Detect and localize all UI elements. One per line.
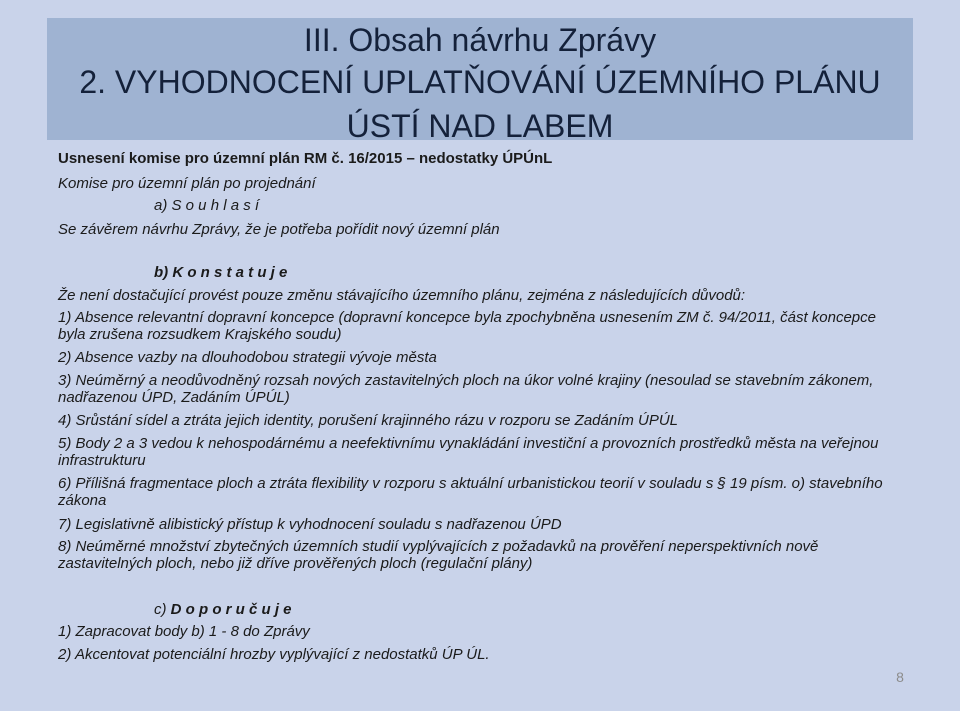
page-number: 8 (896, 669, 904, 685)
section-c-prefix: c) (154, 601, 167, 618)
slide-title-line-2: 2. VYHODNOCENÍ UPLATŇOVÁNÍ ÚZEMNÍHO PLÁNU (79, 64, 881, 100)
section-a-heading: a) S o u h l a s í (154, 197, 260, 214)
commission-text: Komise pro územní plán po projednání (58, 175, 316, 192)
recommendation-item-1: 1) Zapracovat body b) 1 - 8 do Zprávy (58, 623, 310, 640)
slide-title-line-3: ÚSTÍ NAD LABEM (346, 108, 614, 144)
section-b-heading: b) K o n s t a t u j e (154, 264, 288, 281)
reason-item-2: 2) Absence vazby na dlouhodobou strategii vývoje města (58, 349, 437, 366)
title-band (47, 18, 913, 144)
section-c-word: D o p o r u č u j e (170, 601, 292, 618)
slide-title-line-1: III. Obsah návrhu Zprávy (303, 22, 657, 58)
resolution-heading: Usnesení komise pro územní plán RM č. 16/2015 – nedostatky ÚPÚnL (58, 150, 553, 167)
section-b-intro: Že není dostačující provést pouze změnu stávajícího územního plánu, zejména z následujících důvodů: (58, 287, 746, 304)
section-a-text: Se závěrem návrhu Zprávy, že je potřeba pořídit nový územní plán (58, 221, 500, 238)
recommendation-item-2: 2) Akcentovat potenciální hrozby vyplývající z nedostatků ÚP ÚL. (58, 646, 490, 663)
reason-item-7: 7) Legislativně alibistický přístup k vyhodnocení souladu s nadřazenou ÚPD (58, 516, 562, 533)
reason-item-5: 5) Body 2 a 3 vedou k nehospodárnému a neefektivnímu vynakládání investiční a provozních prostředků města na veřejnou infrastrukturu (58, 435, 879, 469)
reason-item-8: 8) Neúměrné množství zbytečných územních studií vyplývajících z požadavků na prověření neperspektivních nově zastavitelných ploch, nebo již dříve prověřených ploch (regulační plány) (58, 538, 819, 572)
section-c-heading (154, 601, 292, 618)
reason-item-1: 1) Absence relevantní dopravní koncepce (dopravní koncepce byla zpochybněna usnesením ZM č. 94/2011, část koncepce byla zrušena rozsudkem Krajského soudu) (58, 309, 876, 343)
reason-item-6: 6) Přílišná fragmentace ploch a ztráta flexibility v rozporu s aktuální urbanistickou teorií v souladu s § 19 písm. o) stavebního zákona (58, 475, 883, 509)
reason-item-4: 4) Srůstání sídel a ztráta jejich identity, porušení krajinného rázu v rozporu se Zadáním ÚPÚL (58, 412, 679, 429)
reason-item-3: 3) Neúměrný a neodůvodněný rozsah nových zastavitelných ploch na úkor volné krajiny (nesoulad se stavebním zákonem, nadřazenou ÚPD, Zadáním ÚPÚL) (58, 372, 874, 406)
